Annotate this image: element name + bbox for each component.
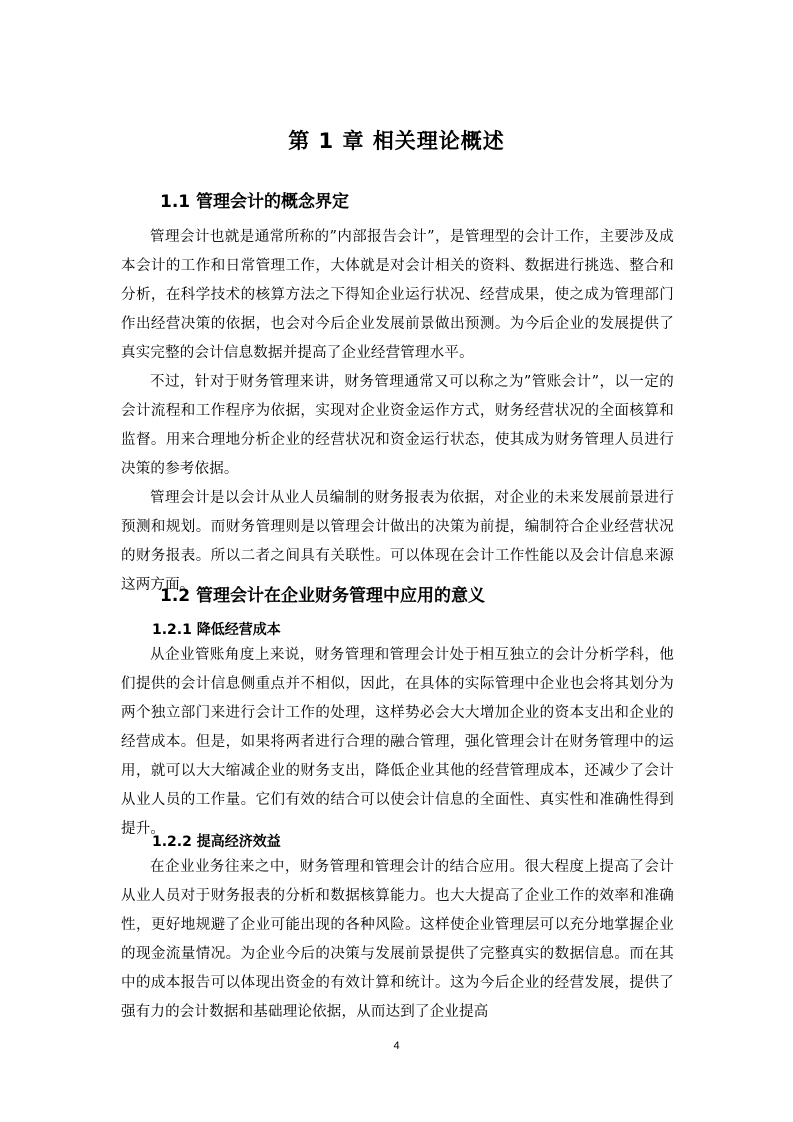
- section-heading-1-1: 1.1 管理会计的概念界定: [160, 192, 350, 212]
- chapter-title: 第 1 章 相关理论概述: [288, 129, 505, 153]
- paragraph-1-1-b: 不过，针对于财务管理来讲，财务管理通常又可以称之为”管账会计”，以一定的会计流程和工作程序为依据，实现对企业资金运作方式，财务经营状况的全面核算和监督。用来合理地分析企业的经营状况和资金运行状态，使其成为财务管理人员进行决策的参考依据。: [121, 374, 674, 477]
- sub-heading-1-2-2: 1.2.2 提高经济效益: [152, 834, 281, 850]
- paragraph-1-2-2: 在企业业务往来之中，财务管理和管理会计的结合应用。很大程度上提高了会计从业人员对于财务报表的分析和数据核算能力。也大大提高了企业工作的效率和准确性，更好地规避了企业可能出现的各种风险。这样使企业管理层可以充分地掌握企业的现金流量情况。为企业今后的决策与发展前景提供了完整真实的数据信息。而在其中的成本报告可以体现出资金的有效计算和统计。这为今后企业的经营发展，提供了强有力的会计数据和基础理论依据，从而达到了企业提高: [121, 859, 674, 1020]
- sub-heading-1-2-1: 1.2.1 降低经营成本: [152, 622, 281, 638]
- page-number: 4: [393, 1040, 400, 1052]
- paragraph-1-1-a: 管理会计也就是通常所称的”内部报告会计”，是管理型的会计工作，主要涉及成本会计的工作和日常管理工作，大体就是对会计相关的资料、数据进行挑选、整合和分析，在科学技术的核算方法之下得知企业运行状况、经营成果，使之成为管理部门作出经营决策的依据，也会对今后企业发展前景做出预测。为今后企业的发展提供了真实完整的会计信息数据并提高了企业经营管理水平。: [121, 229, 674, 361]
- section-heading-1-2: 1.2 管理会计在企业财务管理中应用的意义: [160, 586, 486, 606]
- paragraph-1-1-c: 管理会计是以会计从业人员编制的财务报表为依据，对企业的未来发展前景进行预测和规划。而财务管理则是以管理会计做出的决策为前提，编制符合企业经营状况的财务报表。所以二者之间具有关联性。可以体现在会计工作性能以及会计信息来源这两方面。: [121, 490, 674, 593]
- paragraph-1-2-1: 从企业管账角度上来说，财务管理和管理会计处于相互独立的会计分析学科，他们提供的会计信息侧重点并不相似，因此，在具体的实际管理中企业也会将其划分为两个独立部门来进行会计工作的处理，这样势必会大大增加企业的资本支出和企业的经营成本。但是，如果将两者进行合理的融合管理，强化管理会计在财务管理中的运用，就可以大大缩减企业的财务支出，降低企业其他的经营管理成本，还减少了会计从业人员的工作量。它们有效的结合可以使会计信息的全面性、真实性和准确性得到提升。: [121, 647, 674, 837]
